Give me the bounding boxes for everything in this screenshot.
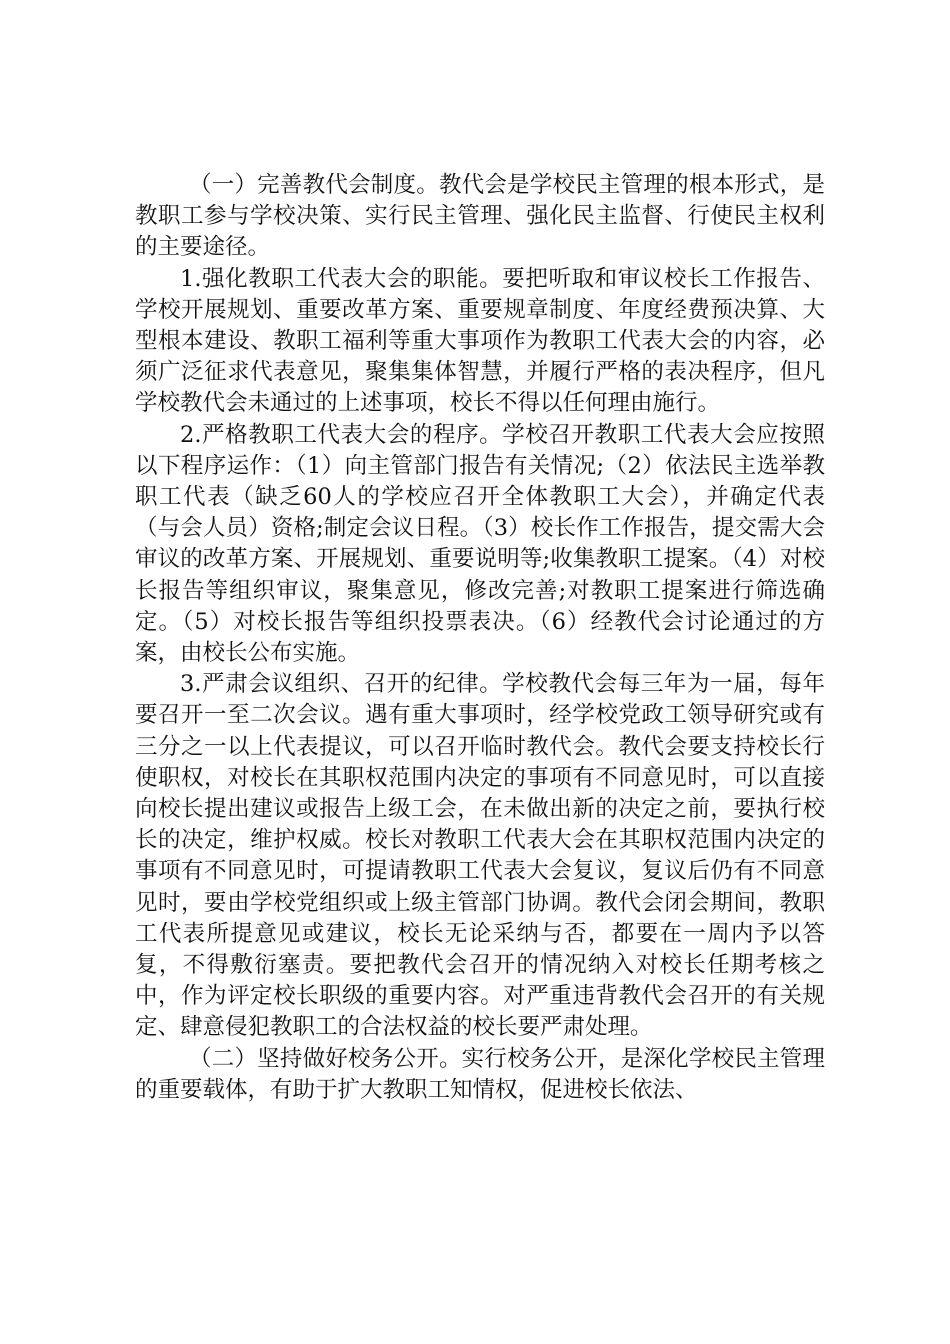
item-three-paragraph: 3.严肃会议组织、召开的纪律。学校教代会每三年为一届，每年要召开一至二次会议。遇有重大事项时，经学校党政工领导研究或有三分之一以上代表提议，可以召开临时教代会。教代会要支持校长行使职权，对校长在其职权范围内决定的事项有不同意见时，可以直接向校长提出建议或报告上级工会，在未做出新的决定之前，要执行校长的决定，维护权威。校长对教职工代表大会在其职权范围内决定的事项有不同意见时，可提请教职工代表大会复议，复议后仍有不同意见时，要由学校党组织或上级主管部门协调。教代会闭会期间，教职工代表所提意见或建议，校长无论采纳与否，都要在一周内予以答复，不得敷衍塞责。要把教代会召开的情况纳入对校长任期考核之中，作为评定校长职级的重要内容。对严重违背教代会召开的有关规定、肆意侵犯教职工的合法权益的校长要严肃处理。 [135,671,825,1041]
section-one-paragraph: （一）完善教代会制度。教代会是学校民主管理的根本形式，是教职工参与学校决策、实行民主管理、强化民主监督、行使民主权利的主要途径。 [135,172,825,261]
item-two-paragraph: 2.严格教职工代表大会的程序。学校召开教职工代表大会应按照以下程序运作：（1）向主管部门报告有关情况;（2）依法民主选举教职工代表（缺乏60人的学校应召开全体教职工大会），并确定代表（与会人员）资格;制定会议日程。（3）校长作工作报告，提交需大会审议的改革方案、开展规划、重要说明等;收集教职工提案。（4）对校长报告等组织审议，聚集意见，修改完善;对教职工提案进行筛选确定。（5）对校长报告等组织投票表决。（6）经教代会讨论通过的方案，由校长公布实施。 [135,421,825,667]
section-two-paragraph: （二）坚持做好校务公开。实行校务公开，是深化学校民主管理的重要载体，有助于扩大教职工知情权，促进校长依法、 [135,1045,825,1103]
item-one-paragraph: 1.强化教职工代表大会的职能。要把听取和审议校长工作报告、学校开展规划、重要改革方案、重要规章制度、年度经费预决算、大型根本建设、教职工福利等重大事项作为教职工代表大会的内容，必须广泛征求代表意见，聚集集体智慧，并履行严格的表决程序，但凡学校教代会未通过的上述事项，校长不得以任何理由施行。 [135,265,825,417]
document-page [135,170,825,1106]
